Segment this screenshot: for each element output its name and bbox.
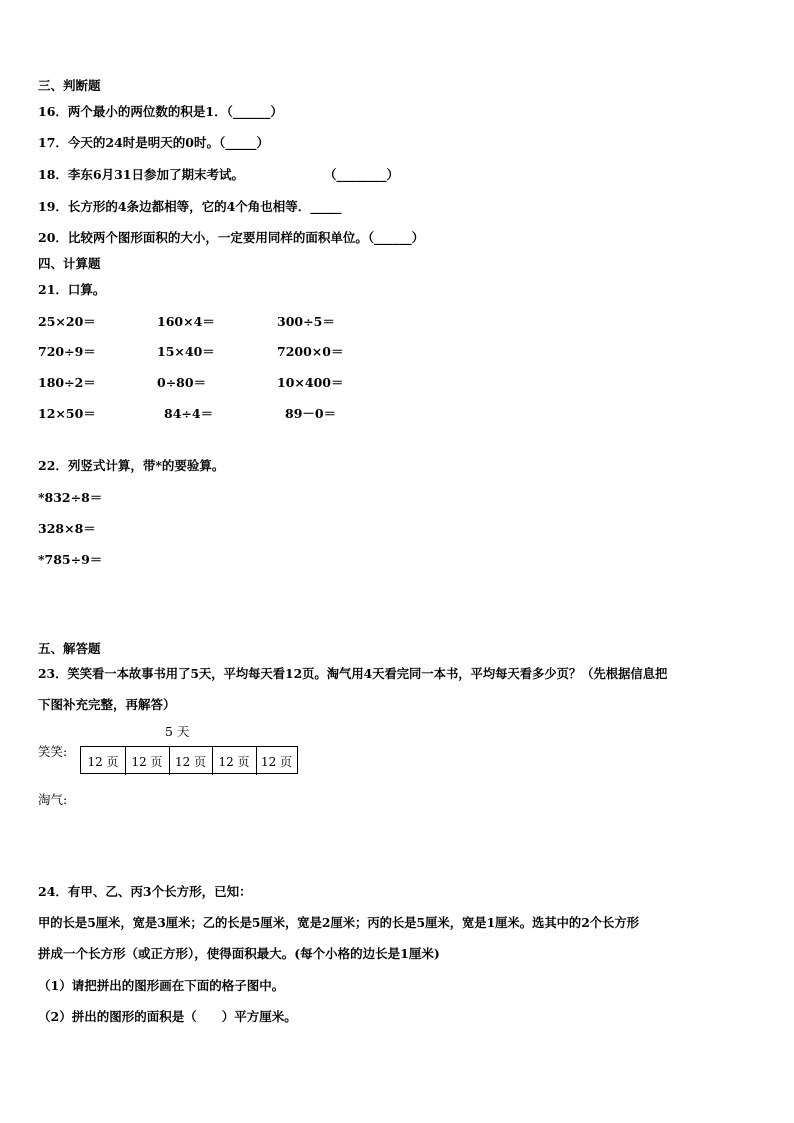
oral-calc-item: 720÷9＝ <box>38 344 96 359</box>
segment-cell: 12 页 <box>81 747 126 775</box>
segment-cell: 12 页 <box>125 747 170 775</box>
segment-cell: 12 页 <box>212 747 257 775</box>
oral-calc-item: 0÷80＝ <box>157 375 207 390</box>
question-24-line1: 24．有甲、乙、丙3个长方形，已知： <box>38 884 252 899</box>
question-19: 19．长方形的4条边都相等，它的4个角也相等．_____ <box>38 199 342 214</box>
vertical-calc-item: *785÷9＝ <box>38 552 103 567</box>
oral-calc-item: 25×20＝ <box>38 314 96 329</box>
section-title-solve: 五、解答题 <box>38 641 101 656</box>
oral-calc-item: 300÷5＝ <box>277 314 335 329</box>
question-23-line2: 下图补充完整，再解答） <box>38 697 176 712</box>
vertical-calc-item: 328×8＝ <box>38 521 96 536</box>
oral-calc-item: 10×400＝ <box>277 375 344 390</box>
oral-calc-item: 160×4＝ <box>157 314 215 329</box>
segment-diagram <box>80 746 298 774</box>
oral-calc-item: 12×50＝ <box>38 406 96 421</box>
xiaoxiao-label: 笑笑: <box>38 744 68 759</box>
question-24-line2: 甲的长是5厘米，宽是3厘米；乙的长是5厘米，宽是2厘米；丙的长是5厘米，宽是1厘米。选其中的2个长方形 <box>38 915 639 930</box>
question-18-blank: （________） <box>324 167 400 182</box>
segment-cell: 12 页 <box>260 754 293 769</box>
oral-calc-item: 84÷4＝ <box>164 406 214 421</box>
vertical-calc-item: *832÷8＝ <box>38 490 103 505</box>
section-title-judge: 三、判断题 <box>38 78 101 93</box>
oral-calc-item: 7200×0＝ <box>277 344 344 359</box>
oral-calc-item: 180÷2＝ <box>38 375 96 390</box>
question-17: 17．今天的24时是明天的0时。（_____） <box>38 135 269 150</box>
question-24-sub2: （2）拼出的图形的面积是（ ）平方厘米。 <box>38 1009 297 1024</box>
question-24-line3: 拼成一个长方形（或正方形），使得面积最大。(每个小格的边长是1厘米) <box>38 946 440 961</box>
segment-cell: 12 页 <box>169 747 213 775</box>
taoqi-label: 淘气: <box>38 792 68 807</box>
days-label: 5 天 <box>165 724 190 739</box>
oral-calc-item: 89－0＝ <box>285 406 337 421</box>
question-18: 18．李东6月31日参加了期末考试。 <box>38 167 244 182</box>
question-24-sub1: （1）请把拼出的图形画在下面的格子图中。 <box>38 978 285 993</box>
section-title-calc: 四、计算题 <box>38 256 101 271</box>
question-20: 20．比较两个图形面积的大小，一定要用同样的面积单位。（______） <box>38 230 425 245</box>
question-16: 16．两个最小的两位数的积是1．（______） <box>38 104 283 119</box>
question-21-title: 21．口算。 <box>38 282 106 297</box>
question-22-title: 22．列竖式计算，带*的要验算。 <box>38 458 225 473</box>
oral-calc-item: 15×40＝ <box>157 344 215 359</box>
question-23-line1: 23．笑笑看一本故事书用了5天，平均每天看12页。淘气用4天看完同一本书，平均每天看多少页？（先根据信息把 <box>38 666 668 681</box>
